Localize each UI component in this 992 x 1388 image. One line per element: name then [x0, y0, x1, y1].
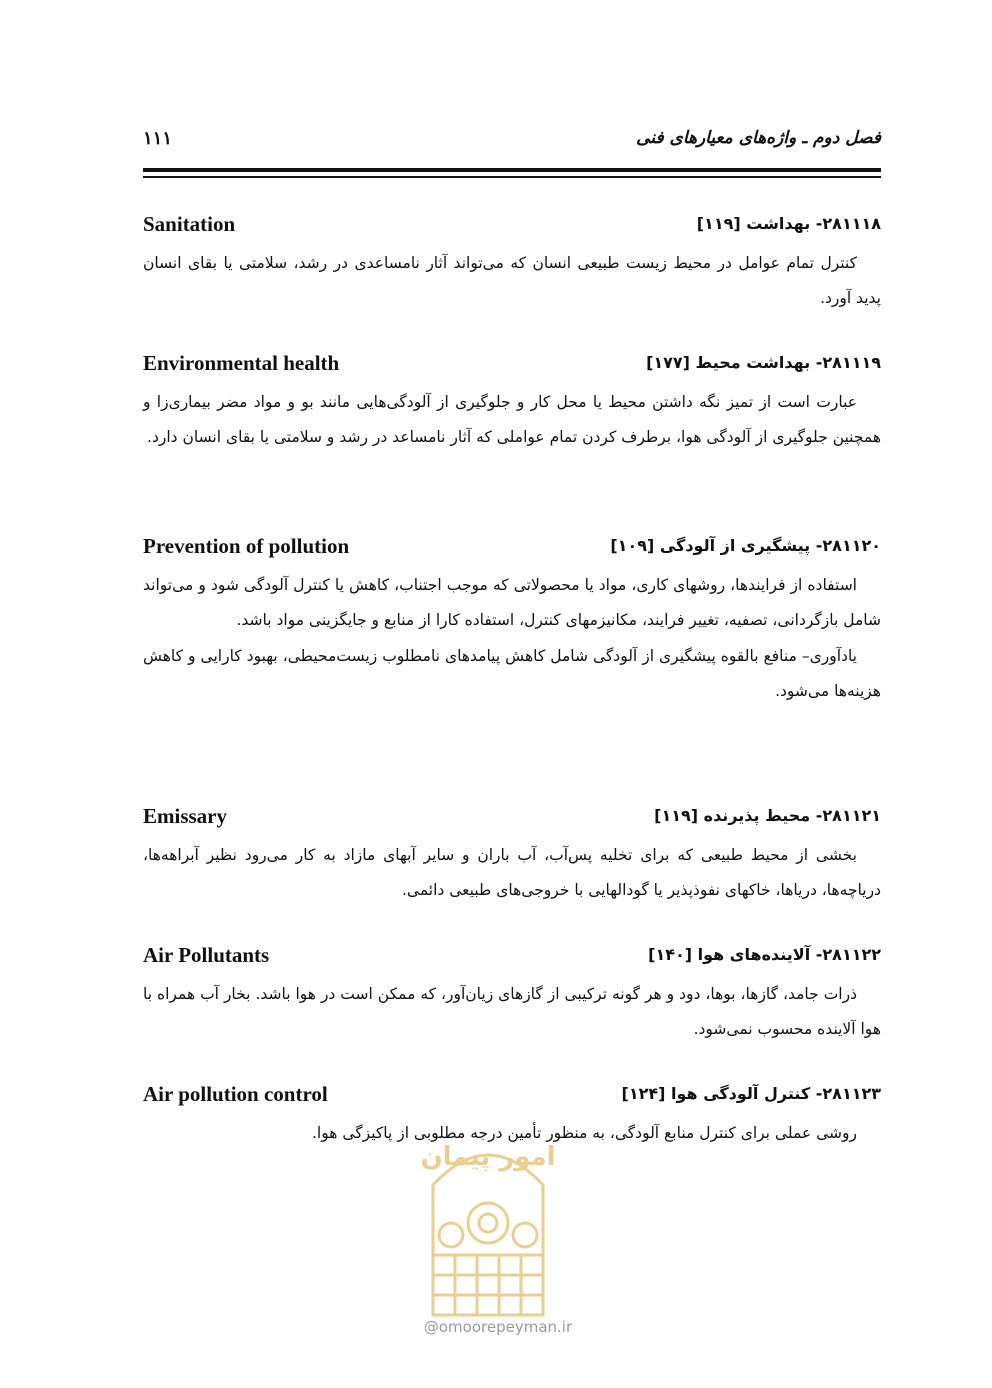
entry-heading [143, 943, 881, 977]
watermark-site-text: @omoorepeyman.ir [423, 1318, 573, 1336]
term-persian: ۲۸۱۱۱۸- بهداشت [۱۱۹] [696, 214, 881, 233]
term-english: Emissary [143, 804, 227, 828]
definition-paragraph: ذرات جامد، گازها، بوها، دود و هر گونه ترکیبی از گازهای زیان‌آور، که ممکن است در هوا باشد. بخار آب همراه با هوا آلاینده محسوب نمی‌شود. [143, 985, 881, 1038]
term-persian: ۲۸۱۱۲۲- آلاینده‌های هوا [۱۴۰] [648, 945, 881, 964]
term-persian: ۲۸۱۱۱۹- بهداشت محیط [۱۷۷] [646, 353, 881, 372]
chapter-title: فصل دوم ـ واژه‌های معیارهای فنی [636, 128, 881, 148]
entry-heading [143, 351, 881, 385]
term-persian: ۲۸۱۱۲۱- محیط پذیرنده [۱۱۹] [654, 806, 881, 825]
page-number: ۱۱۱ [143, 128, 173, 149]
entry-heading [143, 534, 881, 568]
definition-paragraph: بخشی از محیط طبیعی که برای تخلیه پس‌آب، آب باران و سایر آبهای مازاد به کار می‌رود نظیر آبراهه‌ها، دریاچه‌ها، دریاها، خاکهای نفوذپذیر یا گودالهایی با خروجی‌های طبیعی دائمی. [143, 846, 881, 899]
svg-text:امور پیمان: امور پیمان [420, 1142, 556, 1172]
entry-heading [143, 1082, 881, 1116]
term-english: Environmental health [143, 351, 340, 375]
header-rule-thick [143, 168, 881, 172]
note-paragraph: یادآوری– منافع بالقوه پیشگیری از آلودگی شامل کاهش پیامدهای نامطلوب زیست‌محیطی، بهبود کارایی و کاهش هزینه‌ها می‌شود. [143, 647, 881, 700]
entry-sanitation [143, 212, 881, 315]
entry-prevention-of-pollution [143, 534, 881, 708]
term-english: Prevention of pollution [143, 534, 350, 558]
definition-paragraph: روشی عملی برای کنترل منابع آلودگی، به منظور تأمین درجه مطلوبی از پاکیزگی هوا. [312, 1124, 857, 1142]
definition-paragraph: عبارت است از تمیز نگه داشتن محیط یا محل کار و جلوگیری از آلودگی‌هایی مانند بو و مواد مضر بیماری‌زا و همچنین جلوگیری از آلودگی هوا، برطرف کردن تمام عواملی که آثار نامساعد در رشد و سلامتی یا بقای انسان دارد. [143, 393, 881, 446]
term-english: Air pollution control [143, 1082, 328, 1106]
entry-heading [143, 804, 881, 838]
header-rule-thin [143, 176, 881, 178]
term-english: Sanitation [143, 212, 236, 236]
term-persian: ۲۸۱۱۲۰- پیشگیری از آلودگی [۱۰۹] [610, 536, 881, 555]
term-english: Air Pollutants [143, 943, 270, 967]
term-persian: ۲۸۱۱۲۳- کنترل آلودگی هوا [۱۲۴] [621, 1084, 881, 1103]
entry-heading [143, 212, 881, 246]
page-header [143, 128, 881, 158]
entry-air-pollutants [143, 943, 881, 1046]
definition-paragraph: کنترل تمام عوامل در محیط زیست طبیعی انسان که می‌تواند آثار نامساعدی در رشد، سلامتی یا بقای انسان پدید آورد. [143, 254, 881, 307]
definition-paragraph: استفاده از فرایندها، روشهای کاری، مواد یا محصولاتی که موجب اجتناب، کاهش یا کنترل آلودگی شود و می‌تواند شامل بازگردانی، تصفیه، تغییر فرایند، مکانیزمهای کنترل، استفاده کارا از منابع و جایگزینی مواد باشد. [143, 576, 881, 629]
watermark-logo-icon [393, 1115, 583, 1325]
entry-environmental-health [143, 351, 881, 454]
entry-emissary [143, 804, 881, 907]
